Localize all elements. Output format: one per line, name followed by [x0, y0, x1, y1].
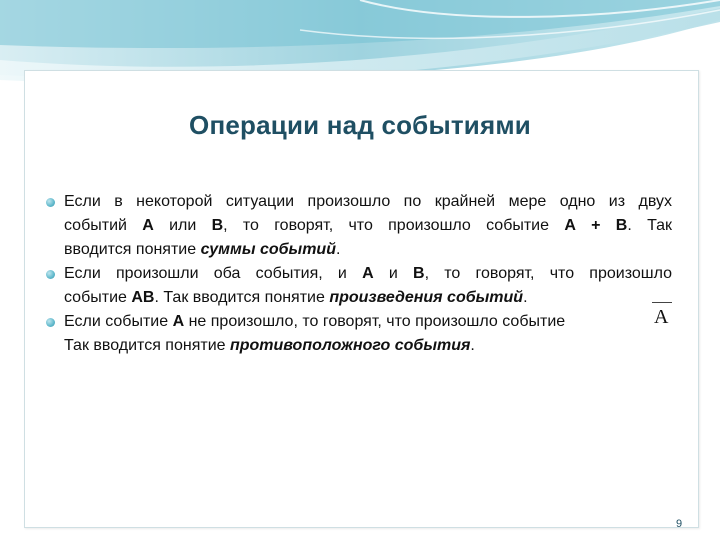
complement-letter: А	[654, 306, 669, 328]
bullet-3-line-2	[64, 334, 672, 358]
event-a: А	[362, 265, 374, 282]
text-fragment: или	[153, 217, 212, 234]
text-fragment: Так вводится понятие	[64, 337, 230, 354]
slide-title: Операции над событиями	[189, 110, 531, 140]
bullet-icon	[46, 198, 55, 207]
bullet-2-line-1	[64, 262, 672, 286]
text-fragment: .	[523, 289, 528, 306]
term-sum: суммы событий	[200, 241, 336, 258]
event-b: В	[413, 265, 425, 282]
bullet-icon	[46, 270, 55, 279]
bullet-2-line-2	[64, 286, 672, 310]
term-product: произведения событий	[329, 289, 524, 306]
bullet-1-line-3	[64, 238, 672, 262]
bullet-icon	[46, 318, 55, 327]
text-fragment: вводится понятие	[64, 241, 201, 258]
bullet-1-line-1: Если в некоторой ситуации произошло по крайней мере одно из двух	[64, 193, 672, 210]
text-fragment: событий	[64, 217, 143, 234]
term-complement: противоположного события	[229, 337, 471, 354]
complement-event-symbol	[650, 296, 672, 332]
bullet-item-product	[44, 262, 672, 310]
event-a: А	[172, 313, 185, 330]
text-fragment: , то говорят, что произошло	[424, 265, 673, 282]
event-ab: АВ	[131, 289, 155, 306]
event-a: А	[142, 217, 154, 234]
overline	[652, 302, 672, 303]
text-fragment: . Так вводится понятие	[154, 289, 330, 306]
bullet-1-line-2	[64, 214, 672, 238]
bullet-item-sum	[44, 190, 672, 262]
text-fragment: и	[373, 265, 414, 282]
text-fragment: . Так	[627, 217, 673, 234]
bullet-list	[44, 190, 672, 358]
bullet-item-complement	[44, 310, 672, 358]
text-fragment: Если событие	[64, 313, 173, 330]
bullet-3-line-1	[64, 310, 672, 334]
text-fragment: .	[335, 241, 341, 258]
event-b: В	[211, 217, 224, 234]
event-sum: А + В	[564, 217, 628, 234]
page-number: 9	[676, 518, 683, 530]
text-fragment: событие	[64, 289, 132, 306]
text-fragment: не произошло, то говорят, что произошло событие	[184, 313, 566, 330]
text-fragment: , то говорят, что произошло событие	[223, 217, 565, 234]
text-fragment: Если произошли оба события, и	[64, 265, 363, 282]
text-fragment: .	[470, 337, 475, 354]
